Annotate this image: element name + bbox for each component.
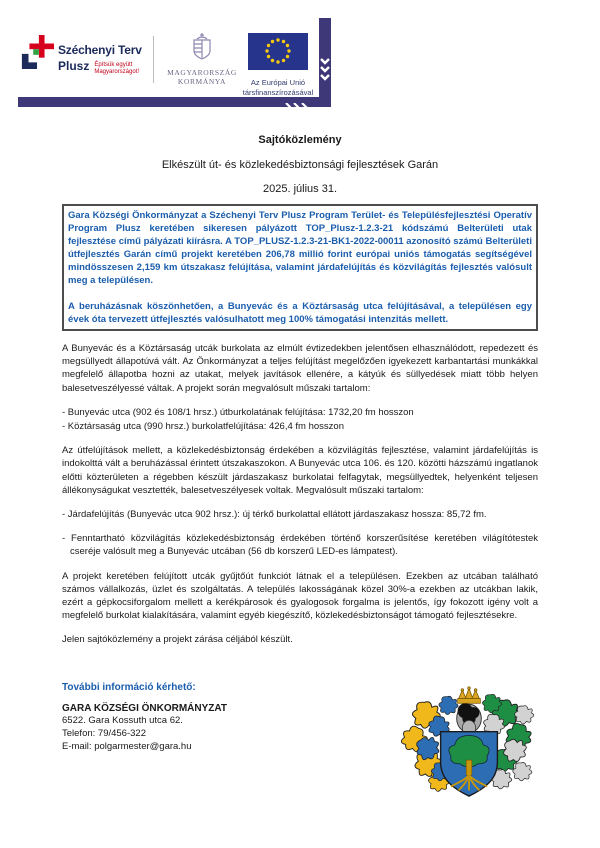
list-item: - Fenntartható közvilágítás közlekedésbiztonság érdekében történő korszerűsítése keretében világítótestek cseréje valósult meg a Bunyevác utcában (56 db korszerű LED-es lámpatest).	[62, 533, 538, 558]
more-info-heading: További információ kérhető:	[62, 682, 196, 693]
header-vertical-bar	[319, 18, 331, 107]
eu-flag-icon	[240, 33, 316, 75]
works-list-2	[62, 508, 538, 559]
page-title: Sajtóközlemény	[258, 134, 342, 146]
body-paragraph-1: A Bunyevác és a Köztársaság utcák burkolata az elmúlt évtizedekben jelentősen elhasználódott, repedezett és megsüllyedt állapotúvá vált. Az Önkormányzat a teljes felújítást megelőzően igyekezett karbantartási munkákkal megfelelő állapotba hozni az utakat, melyek javítások ellenére, a kátyúk és süllyedések miatt több helyen balesetveszélyessé váltak. A projekt során megvalósult műszaki tartalom:	[62, 343, 538, 394]
gara-coat-of-arms	[398, 686, 540, 807]
szechenyi-plus-icon	[20, 32, 54, 77]
highlight-paragraph-2: A beruházásnak köszönhetően, a Bunyevác és a Köztársaság utca felújításával, a településen egy évek óta tervezett útfejlesztés valósulhatott meg 100% támogatási intenzitás mellett.	[68, 301, 532, 325]
eu-cofinancing-logo	[240, 33, 316, 98]
contact-phone: Telefon: 79/456-322	[62, 728, 146, 739]
eu-logo-text: Az Európai Unió társfinanszírozásával	[242, 78, 314, 97]
body-paragraph-2: Az útfelújítások mellett, a közlekedésbiztonság érdekében a közvilágítás fejlesztése, valamint járdafelújítás is indokolttá vált a beruházással érintett útszakaszokon. A Bunyevác utca 106. és 120. közötti házszámú ingatlanok előtti közterületen a régebben készült járdaszakasz burkolatai felfagytak, megsüllyedtek, helyenként teljesen állékonyságukat vesztették, balesetveszélyesek voltak. Megvalósult műszaki tartalom:	[62, 445, 538, 496]
list-item: - Bunyevác utca (902 és 108/1 hrsz.) útburkolatának felújítása: 1732,20 fm hosszon	[62, 406, 414, 418]
hungarian-coat-of-arms-icon	[190, 48, 214, 65]
highlight-paragraph-1: Gara Községi Önkormányzat a Széchenyi Terv Plusz Program Terület- és Településfejlesztési Operatív Program Plusz keretében sikeresen pályázott TOP_Plusz-1.2.3-21 kódszámú Belterületi utak fejlesztése című pályázati kiírásra. A TOP_PLUSZ-1.2.3-21-BK1-2022-00011 azonosító számú Belterületi útfejlesztés Garán című projekt keretében 206,78 millió forint európai uniós támogatás segítségével mindösszesen 2,159 km útszakasz felújítása, valamint járdafelújítás és közvilágítás fejlesztés valósult meg a településen.	[68, 210, 532, 286]
szechenyi-logo-tagline: Építsük együtt Magyarországot!	[94, 61, 140, 76]
release-date: 2025. július 31.	[263, 183, 337, 195]
chevron-down-icon	[320, 58, 330, 93]
body-paragraph-4: Jelen sajtóközlemény a projekt zárása céljából készült.	[62, 634, 293, 646]
works-list-1	[62, 406, 538, 433]
header-horizontal-bar	[18, 97, 331, 107]
government-logo-text: MAGYARORSZÁG KORMÁNYA	[167, 68, 237, 87]
organization-name: GARA KÖZSÉGI ÖNKORMÁNYZAT	[62, 703, 227, 714]
page-subtitle: Elkészült út- és közlekedésbiztonsági fejlesztések Garán	[161, 159, 439, 171]
szechenyi-logo-text	[58, 42, 142, 77]
szechenyi-terv-plusz-logo	[20, 32, 148, 77]
chevron-right-icon	[285, 98, 309, 116]
list-item: - Köztársaság utca (990 hrsz.) burkolatfelújítása: 426,4 fm hosszon	[62, 421, 344, 433]
list-item: - Járdafelújítás (Bunyevác utca 902 hrsz.): új térkő burkolattal ellátott járdaszakasz hossza: 85,72 fm.	[62, 509, 487, 521]
document-content	[62, 134, 538, 647]
body-paragraph-3: A projekt keretében felújított utcák gyűjtőút funkciót látnak el a településen. Ezekben az utcában található számos vállalkozás, üzlet és szolgáltatás. A település lakosságának közel 30%-a ezekben az utcákban lakik, ezért a gépkocsiforgalom mellett a kerékpárosok és gyalogosok forgalma is jelentős, így fokozott igény volt a megfelelő burkolat kialakítására, valamint egyéb kiegészítő, közlekedésbiztonságot támogató fejlesztésekre.	[62, 570, 538, 622]
header-divider	[153, 36, 154, 83]
crown	[458, 687, 481, 703]
highlight-box	[62, 204, 538, 331]
contact-block	[62, 682, 362, 753]
szechenyi-logo-line2: Plusz	[58, 58, 90, 73]
contact-address: 6522. Gara Kossuth utca 62.	[62, 715, 183, 726]
contact-email: E-mail: polgarmester@gara.hu	[62, 741, 192, 752]
szechenyi-logo-line1: Széchenyi Terv	[58, 43, 142, 57]
hungarian-government-logo	[162, 31, 242, 87]
